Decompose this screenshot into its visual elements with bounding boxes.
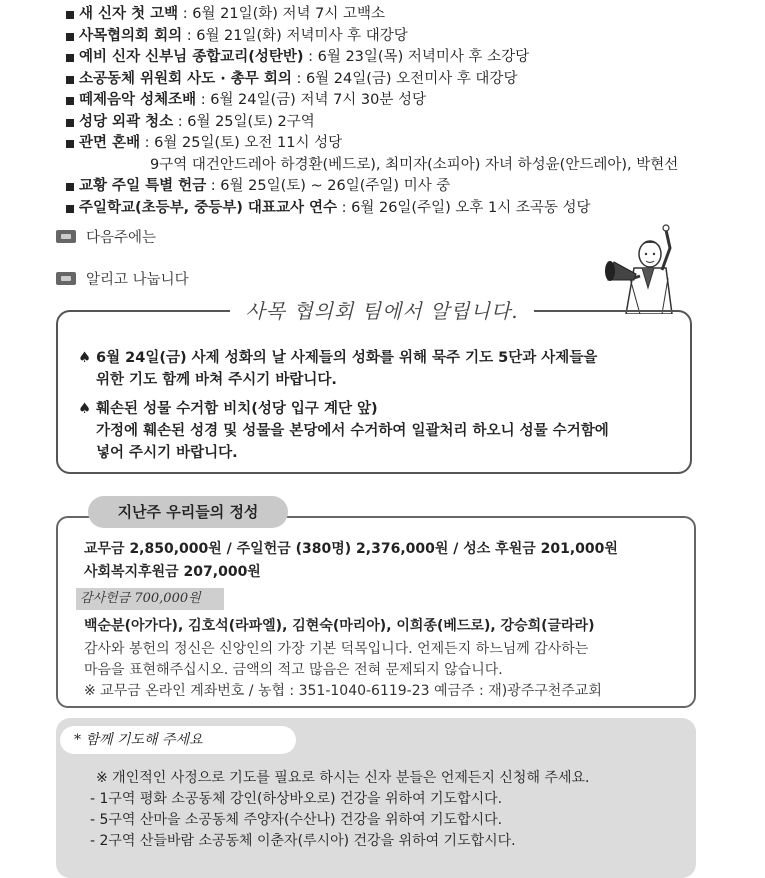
prayer-item: - 5구역 산마을 소공동체 주양자(수산나) 건강을 위하여 기도합시다. xyxy=(90,812,503,828)
schedule-item xyxy=(66,69,756,91)
spade-icon: ♠ xyxy=(78,350,91,366)
square-bullet-icon xyxy=(66,140,74,148)
section-next-week xyxy=(56,226,156,247)
section-marker-icon xyxy=(56,272,76,285)
notice-item-2-line-2: 가정에 훼손된 성경 및 성물을 본당에서 수거하여 일괄처리 하오니 성물 수거함에 xyxy=(96,423,609,439)
schedule-title: 관면 혼배 xyxy=(79,135,141,151)
offerings-message-1: 감사와 봉헌의 정신은 신앙인의 가장 기본 덕목입니다. 언제든지 하느님께 감사하는 xyxy=(84,641,589,657)
schedule-title: 성당 외곽 청소 xyxy=(79,113,174,130)
schedule-detail: : 6월 21일(화) 저녁미사 후 대강당 xyxy=(182,27,408,44)
schedule-detail: : 6월 25일(토) ~ 26일(주일) 미사 중 xyxy=(206,178,451,194)
thanks-offering-tag: 감사헌금 700,000원 xyxy=(76,588,224,610)
schedule-item xyxy=(66,47,756,69)
square-bullet-icon xyxy=(66,205,74,213)
schedule-title: 주일학교(초등부, 중등부) 대표교사 연수 xyxy=(79,199,338,216)
notice-item-2-line-3: 넣어 주시기 바랍니다. xyxy=(96,445,238,461)
section-next-week-label: 다음주에는 xyxy=(86,230,157,246)
offerings-message-2: 마음을 표현해주십시오. 금액의 적고 많음은 전혀 문제되지 않습니다. xyxy=(84,662,503,678)
square-bullet-icon xyxy=(66,33,74,41)
schedule-item xyxy=(66,112,756,134)
schedule-item xyxy=(66,90,756,112)
schedule-item xyxy=(66,198,756,220)
section-announcements-label: 알리고 나눕니다 xyxy=(86,272,189,288)
schedule-detail: : 6월 21일(화) 저녁 7시 고백소 xyxy=(178,6,386,22)
prayer-item: - 1구역 평화 소공동체 강인(하상바오로) 건강을 위하여 기도합시다. xyxy=(90,791,503,807)
schedule-detail: : 6월 25일(토) 2구역 xyxy=(173,113,315,130)
schedule-item xyxy=(66,133,756,155)
schedule-detail: : 6월 25일(토) 오전 11시 성당 xyxy=(140,135,343,151)
offerings-line-1: 교무금 2,850,000원 / 주일헌금 (380명) 2,376,000원 / 성소 후원금 201,000원 xyxy=(84,541,618,557)
schedule-title: 사목협의회 회의 xyxy=(79,27,183,44)
section-announcements xyxy=(56,268,189,289)
square-bullet-icon xyxy=(66,97,74,105)
schedule-detail: : 6월 26일(주일) 오후 1시 조곡동 성당 xyxy=(337,199,591,216)
schedule-title: 교황 주일 특별 헌금 xyxy=(79,178,207,194)
offerings-title: 지난주 우리들의 정성 xyxy=(88,496,288,528)
schedule-item xyxy=(66,4,756,26)
schedule-detail: : 6월 23일(목) 저녁미사 후 소강당 xyxy=(303,49,530,65)
account-info: ※ 교무금 온라인 계좌번호 / 농협 : 351-1040-6119-23 예금주 : 재)광주구천주교회 xyxy=(84,683,602,699)
donor-list: 백순분(아가다), 김호석(라파엘), 김현숙(마리아), 이희종(베드로), 강승희(글라라) xyxy=(84,618,595,634)
schedule-title: 떼제음악 성체조배 xyxy=(79,92,197,108)
notice-item-1-line-2: 위한 기도 함께 바쳐 주시기 바랍니다. xyxy=(96,372,337,388)
schedule-detail: : 6월 24일(금) 오전미사 후 대강당 xyxy=(291,70,518,87)
section-marker-icon xyxy=(56,230,76,243)
schedule-item xyxy=(66,26,756,48)
square-bullet-icon xyxy=(66,54,74,62)
megaphone-person-icon xyxy=(596,218,676,314)
square-bullet-icon xyxy=(66,11,74,19)
notice-item-1 xyxy=(78,347,598,391)
square-bullet-icon xyxy=(66,119,74,127)
schedule-title: 예비 신자 신부님 종합교리(성탄반) xyxy=(79,49,304,65)
offerings-line-2: 사회복지후원금 207,000원 xyxy=(84,564,261,580)
prayer-intro: ※ 개인적인 사정으로 기도를 필요로 하시는 신자 분들은 언제든지 신청해 주세요. xyxy=(96,770,590,786)
schedule-item xyxy=(66,176,756,198)
notice-box-title: 사목 협의회 팀에서 알립니다. xyxy=(230,294,534,328)
notice-item-2-line-1: 훼손된 성물 수거함 비치(성당 입구 계단 앞) xyxy=(96,401,378,417)
notice-item-2 xyxy=(78,398,609,464)
schedule-title: 소공동체 위원회 사도 · 총무 회의 xyxy=(79,70,292,87)
notice-item-1-line-1: 6월 24일(금) 사제 성화의 날 사제들의 성화를 위해 묵주 기도 5단과 사제들을 xyxy=(96,350,598,366)
wedding-couples: 9구역 대건안드레아 하경환(베드로), 최미자(소피아) 자녀 하성윤(안드레아), 박현선 xyxy=(150,156,679,173)
prayer-item: - 2구역 산들바람 소공동체 이춘자(루시아) 건강을 위하여 기도합시다. xyxy=(90,833,516,849)
prayer-title: * 함께 기도해 주세요 xyxy=(60,726,296,754)
schedule-list xyxy=(66,4,756,219)
square-bullet-icon xyxy=(66,76,74,84)
schedule-detail: : 6월 24일(금) 저녁 7시 30분 성당 xyxy=(196,92,426,108)
spade-icon: ♠ xyxy=(78,401,91,417)
square-bullet-icon xyxy=(66,183,74,191)
schedule-title: 새 신자 첫 고백 xyxy=(79,6,179,22)
